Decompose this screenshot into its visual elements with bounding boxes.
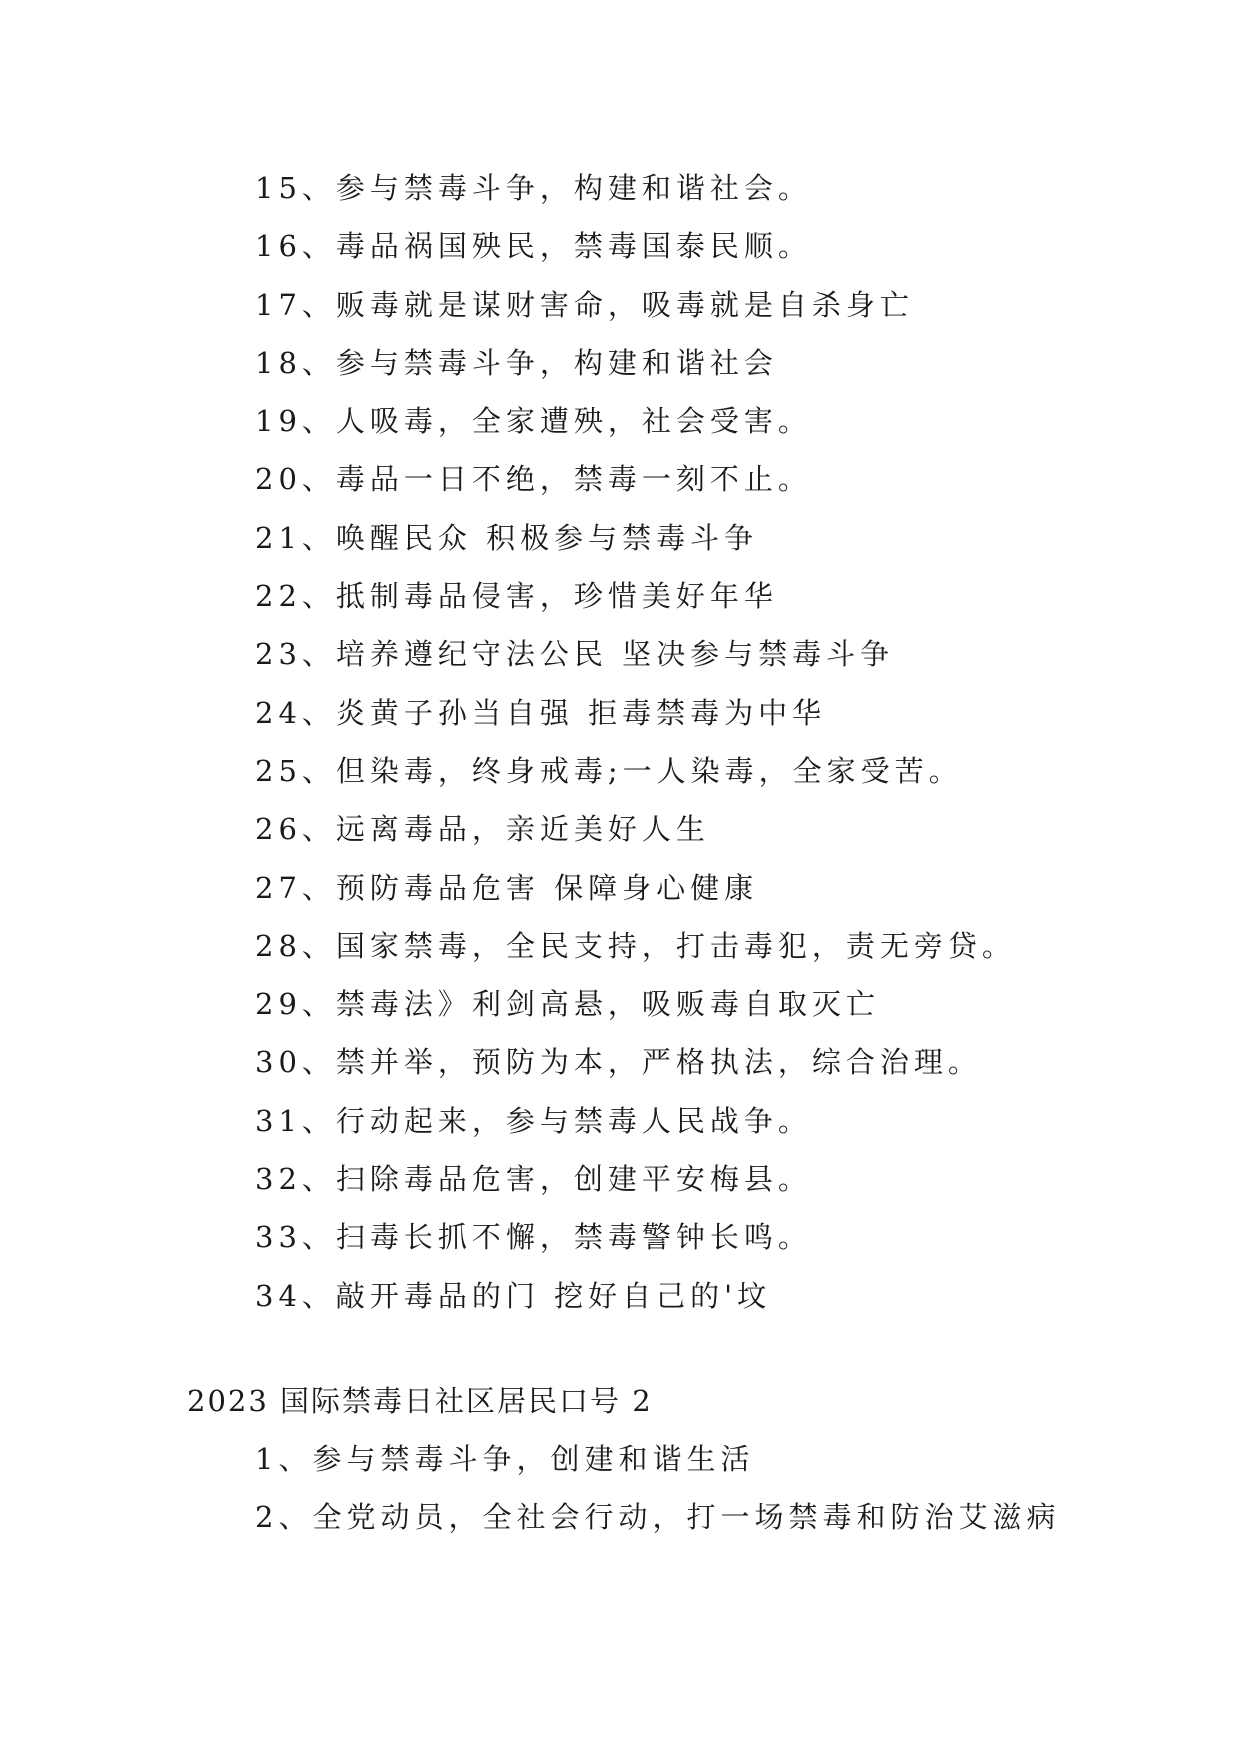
list-item: 23、培养遵纪守法公民 坚决参与禁毒斗争 — [255, 637, 895, 672]
list-item: 22、抵制毒品侵害，珍惜美好年华 — [255, 579, 778, 614]
list-item: 32、扫除毒品危害，创建平安梅县。 — [255, 1162, 812, 1197]
list-item: 15、参与禁毒斗争，构建和谐社会。 — [255, 171, 812, 205]
list-item: 31、行动起来，参与禁毒人民战争。 — [255, 1103, 812, 1138]
list-item: 30、禁并举，预防为本，严格执法，综合治理。 — [255, 1045, 982, 1080]
section-heading: 2023 国际禁毒日社区居民口号 2 — [187, 1384, 653, 1418]
list-item: 21、唤醒民众 积极参与禁毒斗争 — [255, 520, 759, 555]
list-item: 17、贩毒就是谋财害命，吸毒就是自杀身亡 — [255, 287, 914, 322]
list-item: 20、毒品一日不绝，禁毒一刻不止。 — [255, 462, 812, 497]
list-item: 33、扫毒长抓不懈，禁毒警钟长鸣。 — [255, 1220, 812, 1255]
list-item: 19、人吸毒，全家遭殃，社会受害。 — [255, 404, 812, 439]
list-item: 18、参与禁毒斗争，构建和谐社会 — [255, 345, 778, 380]
list-item: 25、但染毒，终身戒毒;一人染毒，全家受苦。 — [255, 753, 963, 788]
list-item: 2、全党动员，全社会行动，打一场禁毒和防治艾滋病 — [255, 1500, 1061, 1535]
list-item: 1、参与禁毒斗争，创建和谐生活 — [255, 1442, 755, 1476]
list-item: 16、毒品祸国殃民，禁毒国泰民顺。 — [255, 229, 812, 264]
list-item: 26、远离毒品，亲近美好人生 — [255, 812, 710, 847]
slogan-list-2 — [255, 1430, 1060, 1547]
list-item: 24、炎黄子孙当自强 拒毒禁毒为中华 — [255, 695, 827, 730]
list-item: 34、敲开毒品的门 挖好自己的'坟 — [255, 1278, 772, 1313]
list-item: 29、禁毒法》利剑高悬，吸贩毒自取灭亡 — [255, 987, 880, 1022]
list-item: 27、预防毒品危害 保障身心健康 — [255, 870, 759, 905]
list-item: 28、国家禁毒，全民支持，打击毒犯，责无旁贷。 — [255, 928, 1016, 963]
slogan-list-1 — [255, 159, 1016, 1325]
